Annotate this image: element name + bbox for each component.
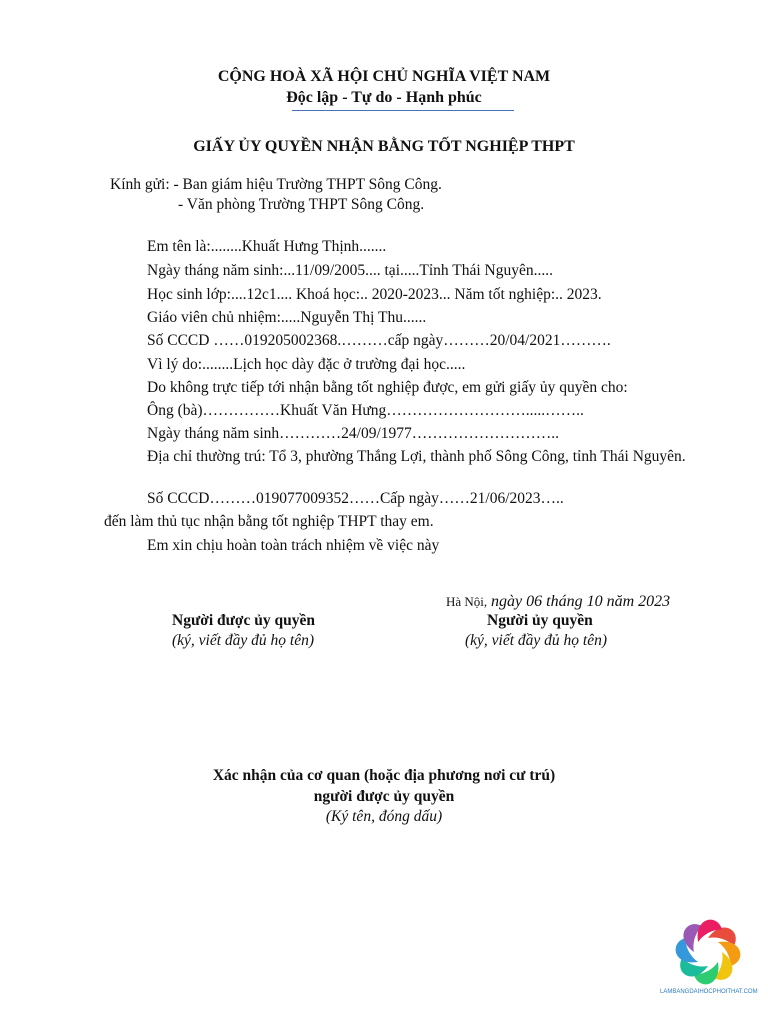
student-class: Học sinh lớp:....12c1.... Khoá học:.. 2020-2023... Năm tốt nghiệp:.. 2023. [147, 286, 602, 303]
place: Hà Nội, [446, 594, 488, 609]
recipient-line-2: - Văn phòng Trường THPT Sông Công. [178, 196, 425, 213]
motto: Độc lập - Tự do - Hạnh phúc [286, 89, 482, 106]
delegate-name: Ông (bà)……………Khuất Văn Hưng……………………….....…….. [147, 402, 584, 419]
watermark-logo-icon [674, 918, 742, 986]
recipient-line-1: Kính gửi: - Ban giám hiệu Trường THPT Sông Công. [110, 176, 442, 193]
delegate-cccd: Số CCCD………019077009352……Cấp ngày……21/06/2023….. [147, 490, 564, 507]
confirmation-note: (Ký tên, đóng dấu) [325, 808, 443, 825]
delegate-intro: Do không trực tiếp tới nhận bằng tốt nghiệp được, em gửi giấy ủy quyền cho: [147, 379, 628, 396]
date: ngày 06 tháng 10 năm 2023 [491, 593, 671, 610]
commitment: Em xin chịu hoàn toàn trách nhiệm về việc này [147, 537, 440, 554]
date-line [446, 593, 670, 611]
reason: Vì lý do:........Lịch học dày đặc ở trường đại học..... [147, 356, 466, 373]
motto-underline [292, 110, 514, 111]
confirmation-line-2: người được ủy quyền [313, 788, 455, 805]
delegate-address: Địa chỉ thường trú: Tổ 3, phường Thắng Lợi, thành phố Sông Công, tỉnh Thái Nguyên. [147, 448, 686, 465]
signature-right-note: (ký, viết đầy đủ họ tên) [465, 632, 608, 649]
homeroom-teacher: Giáo viên chủ nhiệm:.....Nguyễn Thị Thu...... [147, 309, 427, 326]
student-dob: Ngày tháng năm sinh:...11/09/2005.... tại.....Tỉnh Thái Nguyên..... [147, 262, 553, 279]
signature-right-title: Người ủy quyền [487, 612, 593, 629]
student-cccd: Số CCCD ……019205002368.………cấp ngày………20/04/2021………. [147, 332, 611, 349]
confirmation-line-1: Xác nhận của cơ quan (hoặc địa phương nơi cư trú) [212, 767, 556, 784]
delegate-dob: Ngày tháng năm sinh…………24/09/1977……………………….. [147, 425, 560, 442]
nation-header: CỘNG HOÀ XÃ HỘI CHỦ NGHĨA VIỆT NAM [217, 68, 551, 85]
watermark-text: LAMBANGDAIHOCPHOITHAT.COM [660, 989, 758, 995]
signature-left-title: Người được ủy quyền [172, 612, 316, 629]
student-name: Em tên là:........Khuất Hưng Thịnh....... [147, 238, 387, 255]
signature-left-note: (ký, viết đầy đủ họ tên) [172, 632, 315, 649]
purpose: đến làm thủ tục nhận bằng tốt nghiệp THPT thay em. [104, 513, 434, 530]
document-title: GIẤY ỦY QUYỀN NHẬN BẰNG TỐT NGHIỆP THPT [193, 138, 575, 155]
